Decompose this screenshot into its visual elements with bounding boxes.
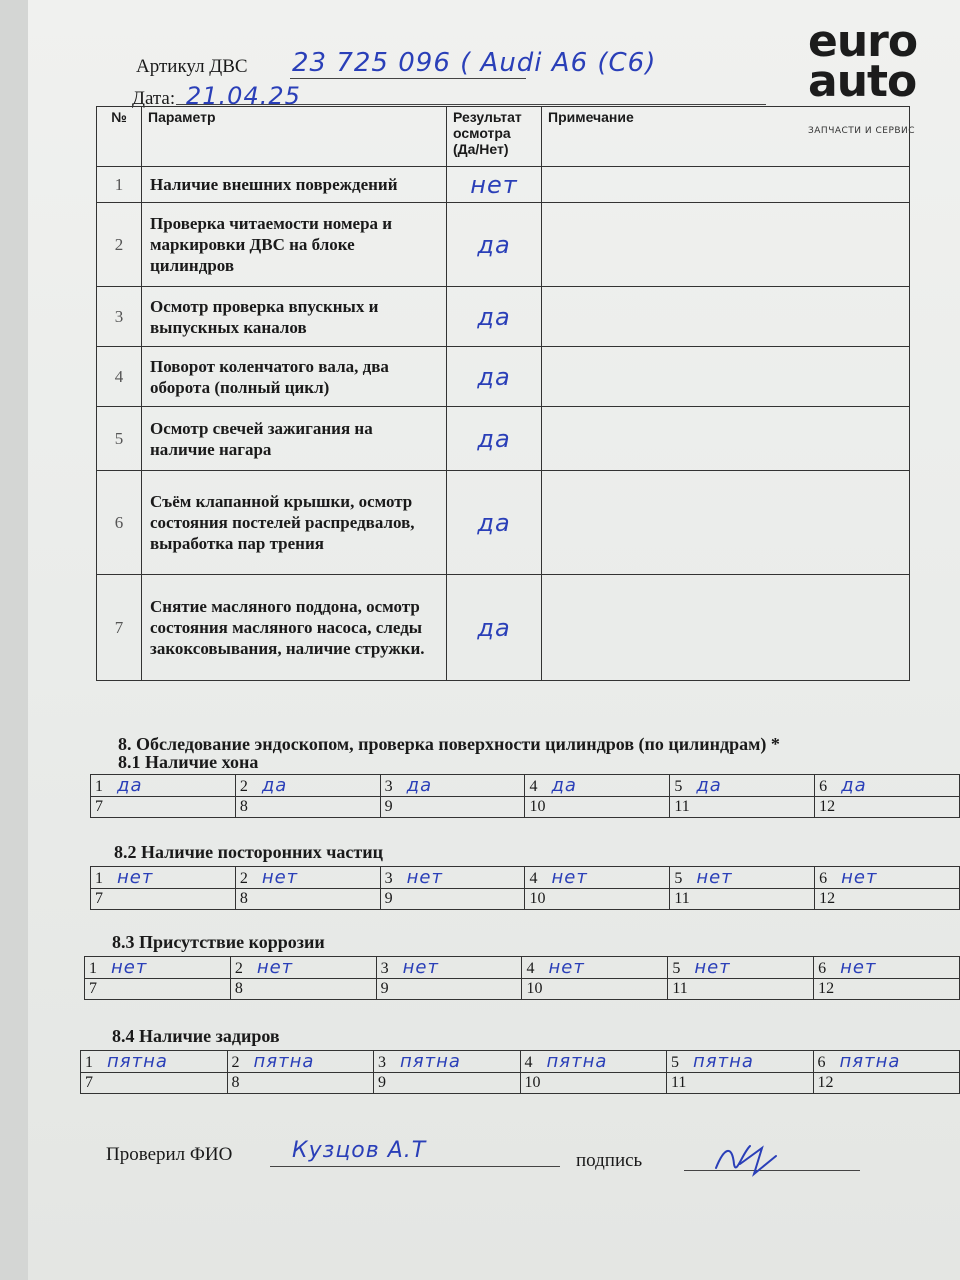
cyl-num: 5 [674,870,683,887]
cyl-value: нет [551,867,588,888]
cyl-num: 12 [819,890,836,907]
checked-by-name: Кузцов А.Т [292,1138,427,1163]
cyl-cell [525,867,670,889]
cyl-value: нет [841,867,878,888]
cyl-num: 4 [524,1054,533,1071]
cylinder-table-scoring [80,1050,960,1094]
cyl-value: пятна [546,1051,608,1072]
cylinder-table-particles [90,866,960,910]
article-label: Артикул ДВС [136,56,248,77]
cyl-num: 2 [231,1054,240,1071]
cyl-num: 1 [95,778,103,795]
row-result: да [447,287,542,347]
table-row [97,287,910,347]
cyl-cell [815,797,960,818]
cyl-cell [522,979,668,1000]
cyl-value: пятна [839,1051,901,1072]
row-param: Проверка читаемости номера и маркировки ДВС на блоке цилиндров [142,203,447,287]
cyl-value: нет [261,867,299,888]
cyl-cell [376,957,522,979]
table-row [97,203,910,287]
cyl-num: 12 [817,1074,834,1091]
cyl-cell [667,1073,814,1094]
cyl-num: 3 [384,870,393,887]
cyl-value: нет [111,957,148,978]
cyl-cell [91,775,236,797]
cyl-cell [525,889,670,910]
cyl-num: 3 [378,1054,386,1071]
row-note [542,575,910,681]
cyl-num: 11 [671,1074,687,1091]
cyl-num: 1 [89,960,97,977]
header-note: Примечание [542,107,910,167]
cyl-num: 4 [526,960,535,977]
cyl-cell [522,957,668,979]
cyl-cell [813,1051,960,1073]
subsection-title: 8.1 Наличие хона [118,752,259,772]
row-note [542,287,910,347]
cyl-cell [374,1073,521,1094]
cyl-cell [235,775,380,797]
row-param: Съём клапанной крышки, осмотр состояния постелей распредвалов, выработка пар трения [142,471,447,575]
cyl-cell [670,797,815,818]
row-num: 2 [97,203,142,287]
cyl-cell [670,889,815,910]
cyl-cell [525,797,670,818]
cyl-num: 6 [819,870,828,887]
cyl-cell [520,1051,667,1073]
cyl-num: 5 [671,1054,679,1071]
article-value: 23 725 096 ( Audi A6 (C6) [292,48,657,78]
header-result: Результат осмотра (Да/Нет) [447,107,542,167]
cyl-num: 9 [384,798,393,815]
cyl-cell [815,889,960,910]
cyl-value: нет [696,867,733,888]
cyl-cell [85,979,231,1000]
row-result: да [447,575,542,681]
article-underline [290,78,526,79]
row-param: Осмотр свечей зажигания на наличие нагара [142,407,447,471]
cyl-cell [91,867,236,889]
cyl-cell [376,979,522,1000]
cyl-cell [525,775,670,797]
cyl-num: 9 [378,1074,386,1091]
cyl-cell [235,867,380,889]
cyl-num: 10 [524,1074,541,1091]
cylinder-table-corrosion [84,956,960,1000]
table-row [97,471,910,575]
cyl-value: да [261,775,288,796]
row-result: да [447,347,542,407]
table-row [97,575,910,681]
cyl-cell [91,797,236,818]
date-label: Дата: [132,88,176,109]
signature-label: подпись [576,1150,643,1171]
logo-line1: euro [808,16,918,67]
cyl-value: нет [117,867,154,888]
cyl-value: да [551,775,577,796]
row-result: да [447,203,542,287]
cyl-num: 6 [817,1054,826,1071]
cyl-num: 7 [89,980,97,997]
row-num: 7 [97,575,142,681]
table-row [97,167,910,203]
cyl-cell [380,889,525,910]
row-note [542,203,910,287]
row-num: 4 [97,347,142,407]
cyl-cell [235,889,380,910]
cyl-cell [85,957,231,979]
cyl-cell [670,775,815,797]
cyl-value: нет [402,957,439,978]
cyl-num: 1 [85,1054,93,1071]
cyl-num: 11 [674,798,690,815]
row-param: Осмотр проверка впускных и выпускных каналов [142,287,447,347]
cyl-num: 3 [380,960,389,977]
cyl-cell [227,1073,374,1094]
cyl-num: 12 [819,798,836,815]
header-param: Параметр [142,107,447,167]
logo-tagline: ЗАПЧАСТИ И СЕРВИС [808,126,916,136]
cyl-cell [815,867,960,889]
cyl-num: 12 [818,980,835,997]
cyl-cell [815,775,960,797]
logo-line2: auto [808,56,917,107]
cyl-num: 2 [239,778,248,795]
cyl-value: пятна [693,1051,754,1072]
cyl-value: да [841,775,867,796]
row-param: Поворот коленчатого вала, два оборота (полный цикл) [142,347,447,407]
cyl-num: 8 [239,890,248,907]
date-value: 21.04.25 [186,82,301,110]
checked-by-underline [270,1166,560,1167]
cyl-num: 8 [231,1074,240,1091]
row-note [542,167,910,203]
cyl-num: 7 [95,890,103,907]
cyl-value: да [406,775,433,796]
cyl-cell [670,867,815,889]
row-num: 1 [97,167,142,203]
inspection-table [96,106,910,681]
cyl-num: 10 [526,980,543,997]
cyl-num: 8 [234,980,243,997]
cyl-value: да [696,775,722,796]
cyl-num: 6 [819,778,828,795]
cyl-cell [91,889,236,910]
cyl-cell [814,979,960,1000]
cyl-cell [813,1073,960,1094]
checked-by-label: Проверил ФИО [106,1144,233,1165]
cylinder-table-honing [90,774,960,818]
cyl-cell [520,1073,667,1094]
cyl-num: 9 [380,980,389,997]
cyl-num: 11 [672,980,688,997]
row-num: 5 [97,407,142,471]
table-row [97,407,910,471]
cyl-value: пятна [253,1051,315,1072]
cyl-num: 7 [95,798,103,815]
cyl-num: 1 [95,870,103,887]
subsection-title: 8.3 Присутствие коррозии [112,932,325,952]
date-underline [176,104,766,105]
row-result: да [447,471,542,575]
cyl-num: 2 [234,960,243,977]
cyl-cell [667,1051,814,1073]
cyl-value: нет [406,867,443,888]
cyl-cell [814,957,960,979]
cyl-value: нет [840,957,877,978]
subsection-title: 8.4 Наличие задиров [112,1026,280,1046]
cyl-num: 9 [384,890,393,907]
cyl-cell [668,979,814,1000]
cyl-value: нет [256,957,294,978]
cyl-cell [227,1051,374,1073]
cyl-value: пятна [400,1051,461,1072]
cyl-num: 10 [529,890,546,907]
row-param: Снятие масляного поддона, осмотр состояния масляного насоса, следы закоксовывания, наличие стружки. [142,575,447,681]
cyl-cell [81,1073,228,1094]
cyl-cell [230,957,376,979]
row-num: 3 [97,287,142,347]
cyl-cell [380,797,525,818]
cyl-value: нет [694,957,731,978]
table-row [97,347,910,407]
cyl-num: 5 [672,960,681,977]
cyl-num: 7 [85,1074,93,1091]
cyl-num: 2 [239,870,248,887]
header-num: № [97,107,142,167]
signature-mark [710,1134,780,1184]
row-param: Наличие внешних повреждений [142,167,447,203]
cyl-num: 8 [239,798,248,815]
cyl-value: да [117,775,143,796]
cyl-cell [230,979,376,1000]
cyl-value: пятна [107,1051,168,1072]
row-num: 6 [97,471,142,575]
table-header-row [97,107,910,167]
row-result: да [447,407,542,471]
row-note [542,407,910,471]
cyl-num: 11 [674,890,690,907]
cyl-cell [380,775,525,797]
cyl-num: 5 [674,778,683,795]
cyl-cell [668,957,814,979]
cyl-num: 10 [529,798,546,815]
row-note [542,471,910,575]
cyl-num: 3 [384,778,393,795]
cyl-num: 6 [818,960,827,977]
cyl-cell [374,1051,521,1073]
cyl-num: 4 [529,870,538,887]
row-result: нет [447,167,542,203]
cyl-cell [235,797,380,818]
row-note [542,347,910,407]
cyl-num: 4 [529,778,538,795]
cyl-cell [380,867,525,889]
cyl-cell [81,1051,228,1073]
subsection-title: 8.2 Наличие посторонних частиц [114,842,383,862]
section8-title: 8. Обследование эндоскопом, проверка поверхности цилиндров (по цилиндрам) * [118,734,780,754]
cyl-value: нет [548,957,585,978]
